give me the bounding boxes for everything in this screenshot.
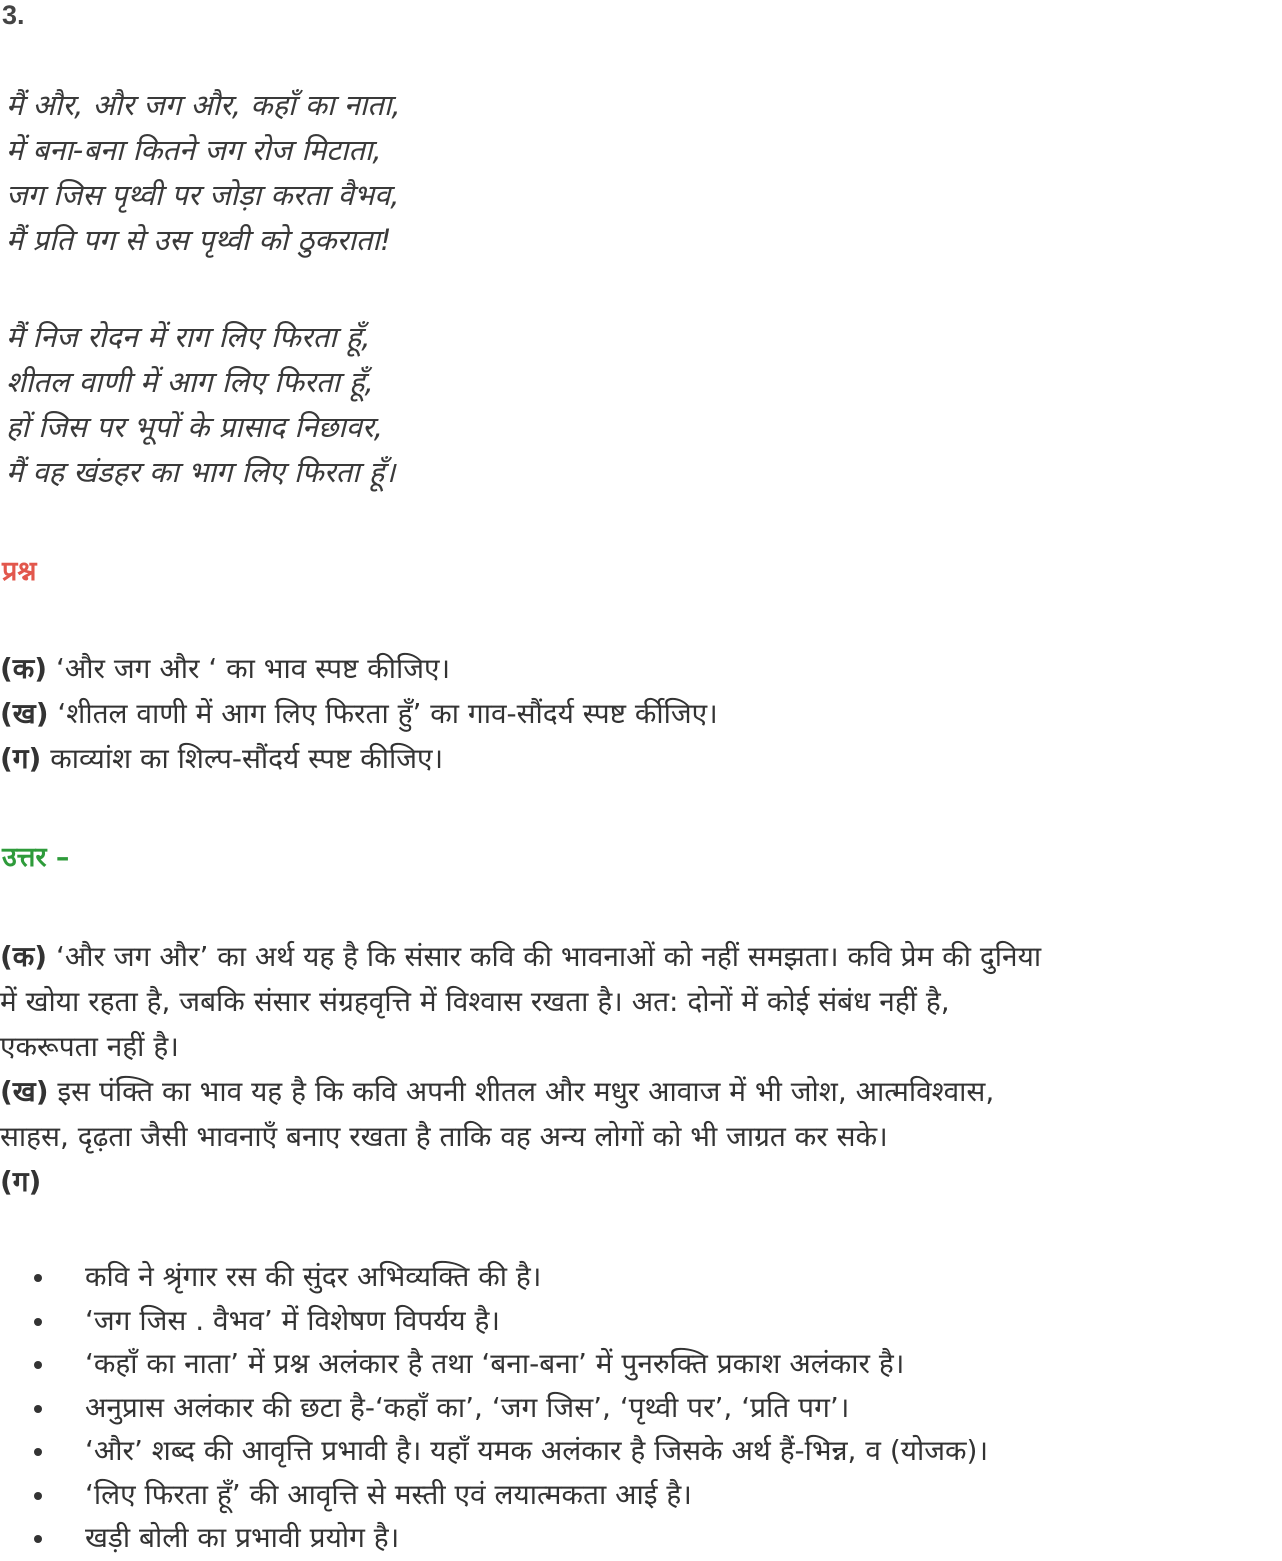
- answer-ga-bullets: [0, 1255, 988, 1560]
- list-item-text: ‘जग जिस . वैभव’ में विशेषण विपर्यय है।: [85, 1303, 501, 1337]
- question-label: (ग): [0, 742, 42, 775]
- poem-line: मैं प्रति पग से उस पृथ्वी को ठुकराता!: [6, 223, 392, 257]
- poem-line: मैं और, और जग और, कहाँ का नाता,: [6, 88, 401, 122]
- answer-kha: [0, 1069, 1282, 1159]
- question-item: [0, 736, 1282, 781]
- list-item-text: ‘और’ शब्द की आवृत्ति प्रभावी है। यहाँ यमक अलंकार है जिसके अर्थ हैं-भिन्न, व (योजक)।: [85, 1434, 989, 1467]
- list-item: [0, 1516, 988, 1560]
- poem-stanza-1: [6, 83, 401, 263]
- answer-line: [0, 934, 1282, 979]
- answer-label: (ख): [0, 1075, 49, 1108]
- question-number: 3.: [2, 0, 25, 30]
- list-item-text: ‘लिए फिरता हूँ’ की आवृत्ति से मस्ती एवं लयात्मकता आई है।: [85, 1477, 692, 1511]
- list-item-text: खड़ी बोली का प्रभावी प्रयोग है।: [85, 1521, 400, 1554]
- list-item-text: कवि ने श्रृंगार रस की सुंदर अभिव्यक्ति की है।: [85, 1260, 542, 1293]
- list-item: [0, 1429, 988, 1473]
- list-item: [0, 1255, 988, 1299]
- question-label: (क): [0, 652, 48, 685]
- bullet-icon: [34, 1535, 42, 1543]
- bullet-icon: [34, 1448, 42, 1456]
- poem-line: मैं निज रोदन में राग लिए फिरता हूँ,: [6, 320, 371, 354]
- list-item: [0, 1473, 988, 1517]
- questions-heading: प्रश्न: [2, 556, 37, 587]
- question-item: [0, 646, 1282, 691]
- list-item: [0, 1342, 988, 1386]
- poem-stanza-2: [6, 315, 395, 495]
- question-text: ‘और जग और ‘ का भाव स्पष्ट कीजिए।: [47, 652, 451, 685]
- answers-heading: उत्तर –: [2, 842, 70, 873]
- bullet-icon: [34, 1361, 42, 1369]
- bullet-icon: [34, 1318, 42, 1326]
- list-item: [0, 1386, 988, 1430]
- answer-label: (ग): [0, 1165, 42, 1198]
- question-text: काव्यांश का शिल्प-सौंदर्य स्पष्ट कीजिए।: [41, 742, 444, 775]
- question-item: [0, 691, 1282, 736]
- bullet-icon: [34, 1405, 42, 1413]
- question-label: (ख): [0, 697, 49, 730]
- questions-list: [0, 646, 1282, 781]
- answer-text: ‘और जग और’ का अर्थ यह है कि संसार कवि की भावनाओं को नहीं समझता। कवि प्रेम की दुनिया: [47, 940, 1042, 973]
- question-text: ‘शीतल वाणी में आग लिए फिरता हुँ’ का गाव-सौंदर्य स्पष्ट र्कीजिए।: [48, 697, 718, 730]
- poem-line: में बना-बना कितने जग रोज मिटाता,: [6, 133, 382, 167]
- list-item-text: अनुप्रास अलंकार की छटा है-‘कहाँ का’, ‘जग जिस’, ‘पृथ्वी पर’, ‘प्रति पग’।: [85, 1390, 850, 1424]
- poem-line: शीतल वाणी में आग लिए फिरता हूँ,: [6, 365, 374, 399]
- bullet-icon: [34, 1492, 42, 1500]
- answer-line: साहस, दृढ़ता जैसी भावनाएँ बनाए रखता है ताकि वह अन्य लोगों को भी जाग्रत कर सके।: [0, 1120, 888, 1153]
- poem-line: मैं वह खंडहर का भाग लिए फिरता हूँ।: [6, 455, 396, 489]
- answer-line: [0, 1069, 1282, 1114]
- answer-line: एकरूपता नहीं है।: [0, 1030, 179, 1063]
- poem-line: हों जिस पर भूपों के प्रासाद निछावर,: [6, 410, 384, 444]
- bullet-icon: [34, 1274, 42, 1282]
- poem-line: जग जिस पृथ्वी पर जोड़ा करता वैभव,: [6, 178, 400, 212]
- answer-ka: [0, 934, 1282, 1069]
- answer-line: में खोया रहता है, जबकि संसार संग्रहवृत्ति में विश्वास रखता है। अत: दोनों में कोई संबंध नहीं है,: [0, 985, 950, 1018]
- list-item: [0, 1299, 988, 1343]
- answer-text: इस पंक्ति का भाव यह है कि कवि अपनी शीतल और मधुर आवाज में भी जोश, आत्मविश्वास,: [48, 1075, 995, 1108]
- answer-label: (क): [0, 940, 48, 973]
- list-item-text: ‘कहाँ का नाता’ में प्रश्न अलंकार है तथा ‘बना-बना’ में पुनरुक्ति प्रकाश अलंकार है।: [85, 1347, 905, 1380]
- answer-ga: [0, 1159, 1282, 1204]
